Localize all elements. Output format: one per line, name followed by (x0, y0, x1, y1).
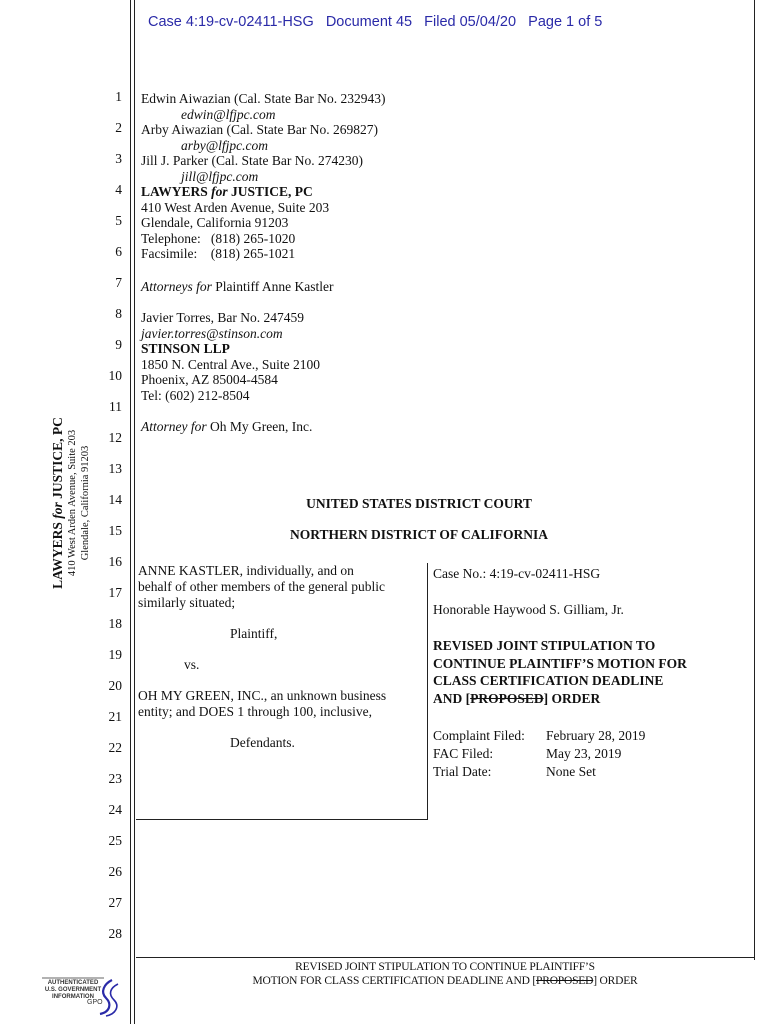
attorney-email: edwin@lfjpc.com (181, 107, 276, 122)
line-number: 15 (108, 523, 122, 538)
attorney-role: Attorney for Oh My Green, Inc. (141, 419, 313, 434)
attorney-name: Arby Aiwazian (Cal. State Bar No. 269827) (141, 122, 378, 137)
line-number: 25 (108, 833, 122, 848)
left-margin-rule-outer (130, 0, 131, 1024)
line-number: 27 (108, 895, 122, 910)
attorney-email: jill@lfjpc.com (181, 169, 259, 184)
line-number: 11 (109, 399, 122, 414)
right-margin-rule (754, 0, 755, 960)
date-value: February 28, 2019 (546, 728, 646, 743)
line-number: 16 (108, 554, 122, 569)
firm-address: Glendale, California 91203 (141, 215, 289, 230)
firm-address: 1850 N. Central Ave., Suite 2100 (141, 357, 320, 372)
caption-divider-horizontal (136, 819, 428, 820)
date-value: May 23, 2019 (546, 746, 622, 761)
line-number: 2 (115, 120, 122, 135)
defendant-label: Defendants. (230, 735, 295, 750)
plaintiff-description: behalf of other members of the general public (138, 579, 386, 594)
judge-name: Honorable Haywood S. Gilliam, Jr. (433, 602, 624, 617)
court-name: UNITED STATES DISTRICT COURT (306, 496, 532, 511)
line-number: 24 (108, 802, 122, 817)
line-number: 20 (108, 678, 122, 693)
firm-telephone: Telephone: (818) 265-1020 (141, 231, 296, 246)
case-number: Case No.: 4:19-cv-02411-HSG (433, 566, 601, 581)
attorney-email: javier.torres@stinson.com (141, 326, 283, 341)
date-label: Complaint Filed: (433, 728, 525, 743)
eagle-icon (40, 974, 130, 1018)
line-number: 26 (108, 864, 122, 879)
firm-name: STINSON LLP (141, 341, 230, 356)
attorney-name: Javier Torres, Bar No. 247459 (141, 310, 305, 325)
sidebar-address-line1: 410 West Arden Avenue, Suite 203 (67, 429, 78, 577)
attorney-name: Jill J. Parker (Cal. State Bar No. 274230) (141, 153, 363, 168)
footer-title: REVISED JOINT STIPULATION TO CONTINUE PLAINTIFF’S (295, 961, 595, 973)
line-number: 22 (108, 740, 122, 755)
line-number: 12 (108, 430, 122, 445)
plaintiff-description: ANNE KASTLER, individually, and on (138, 563, 354, 578)
line-number: 17 (108, 585, 122, 600)
court-district: NORTHERN DISTRICT OF CALIFORNIA (290, 527, 548, 542)
line-number: 8 (115, 306, 122, 321)
attorney-name: Edwin Aiwazian (Cal. State Bar No. 232943) (141, 91, 386, 106)
sidebar-firm-stamp (50, 408, 92, 598)
document-title: CLASS CERTIFICATION DEADLINE (433, 673, 664, 688)
footer-title: MOTION FOR CLASS CERTIFICATION DEADLINE AND [PROPOSED] ORDER (252, 975, 638, 987)
line-number: 21 (108, 709, 122, 724)
line-number: 3 (115, 151, 122, 166)
defendant-description: OH MY GREEN, INC., an unknown business (138, 688, 387, 703)
line-number: 23 (108, 771, 122, 786)
line-number: 19 (108, 647, 122, 662)
plaintiff-description: similarly situated; (138, 595, 236, 610)
firm-telephone: Tel: (602) 212-8504 (141, 388, 250, 403)
line-number: 9 (115, 337, 122, 352)
date-label: FAC Filed: (433, 746, 494, 761)
line-number: 1 (115, 89, 122, 104)
sidebar-address-line2: Glendale, California 91203 (80, 445, 91, 561)
date-value: None Set (546, 764, 596, 779)
line-number: 10 (108, 368, 122, 383)
line-number: 4 (115, 182, 122, 197)
case-header-stamp: Case 4:19-cv-02411-HSG Document 45 Filed 05/04/20 Page 1 of 5 (148, 14, 603, 30)
firm-facsimile: Facsimile: (818) 265-1021 (141, 246, 296, 261)
left-margin-rule-inner (134, 0, 135, 1024)
document-title: AND [PROPOSED] ORDER (433, 691, 601, 706)
firm-name: LAWYERS for JUSTICE, PC (141, 184, 313, 199)
line-number: 28 (108, 926, 122, 941)
attorney-role: Attorneys for Plaintiff Anne Kastler (141, 279, 334, 294)
defendant-description: entity; and DOES 1 through 100, inclusive, (138, 704, 372, 719)
attorney-email: arby@lfjpc.com (181, 138, 269, 153)
line-number: 13 (108, 461, 122, 476)
sidebar-firm-name: LAWYERS for JUSTICE, PC (50, 417, 65, 589)
line-number: 6 (115, 244, 122, 259)
line-number: 5 (115, 213, 122, 228)
plaintiff-label: Plaintiff, (230, 626, 278, 641)
date-label: Trial Date: (433, 764, 492, 779)
versus-label: vs. (184, 657, 200, 672)
firm-address: Phoenix, AZ 85004-4584 (141, 372, 278, 387)
document-title: CONTINUE PLAINTIFF’S MOTION FOR (433, 656, 687, 671)
footer-rule (136, 957, 754, 958)
firm-address: 410 West Arden Avenue, Suite 203 (141, 200, 330, 215)
caption-divider-vertical (427, 563, 428, 820)
gpo-authentication-logo: AUTHENTICATED U.S. GOVERNMENT INFORMATION GPO (40, 974, 130, 1018)
document-title: REVISED JOINT STIPULATION TO (433, 638, 656, 653)
line-number: 7 (115, 275, 122, 290)
line-number: 18 (108, 616, 122, 631)
line-number: 14 (108, 492, 122, 507)
